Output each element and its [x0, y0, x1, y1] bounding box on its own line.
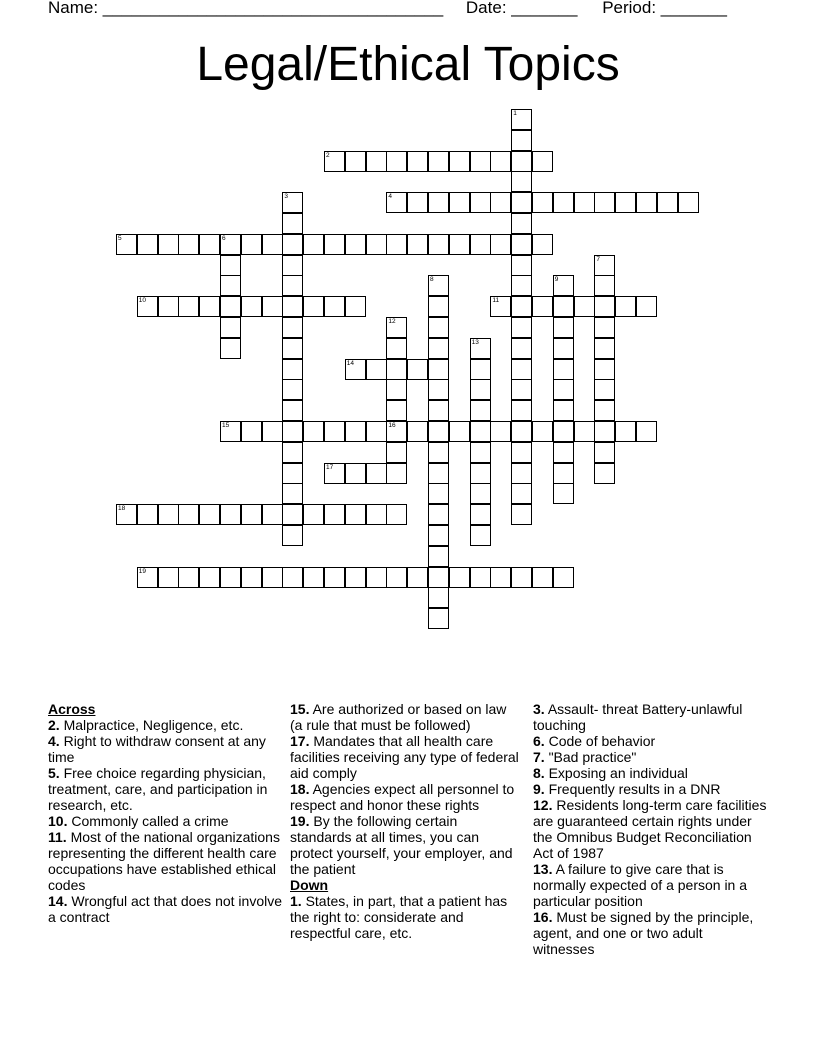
crossword-cell[interactable] — [241, 567, 262, 588]
crossword-cell[interactable] — [199, 567, 220, 588]
crossword-cell[interactable] — [324, 234, 345, 255]
crossword-cell[interactable] — [428, 400, 449, 421]
crossword-cell[interactable] — [470, 442, 491, 463]
crossword-cell[interactable] — [428, 525, 449, 546]
crossword-cell[interactable] — [511, 463, 532, 484]
crossword-cell[interactable] — [386, 442, 407, 463]
crossword-cell[interactable] — [490, 151, 511, 172]
crossword-cell[interactable] — [428, 504, 449, 525]
crossword-cell[interactable] — [428, 463, 449, 484]
crossword-cell[interactable] — [178, 234, 199, 255]
crossword-cell[interactable] — [553, 463, 574, 484]
crossword-cell[interactable] — [116, 234, 137, 255]
clue-text: By the following certain standards at all times, you can protect yourself, your employer, and the patient — [290, 813, 513, 877]
crossword-cell[interactable] — [532, 234, 553, 255]
crossword-cell[interactable] — [428, 608, 449, 629]
clue-across-2 — [48, 717, 288, 733]
crossword-cell[interactable] — [428, 587, 449, 608]
period-field[interactable]: Period: _______ — [602, 0, 727, 17]
crossword-cell[interactable] — [241, 296, 262, 317]
crossword-cell[interactable] — [366, 421, 387, 442]
crossword-cell[interactable] — [511, 151, 532, 172]
crossword-cell[interactable] — [324, 296, 345, 317]
crossword-cell[interactable] — [220, 275, 241, 296]
crossword-cell[interactable] — [532, 421, 553, 442]
clue-number: 15. — [290, 701, 310, 717]
cell-number: 7 — [596, 255, 601, 263]
crossword-cell[interactable] — [532, 567, 553, 588]
crossword-cell[interactable] — [553, 275, 574, 296]
date-field[interactable]: Date: _______ — [465, 0, 578, 17]
clue-text: A failure to give care that is normally expected of a person in a particular position — [533, 861, 748, 909]
crossword-cell[interactable] — [220, 421, 241, 442]
crossword-cell[interactable] — [345, 234, 366, 255]
crossword-cell[interactable] — [511, 421, 532, 442]
cell-number: 4 — [388, 193, 393, 201]
clue-across-14 — [48, 893, 288, 925]
crossword-cell[interactable] — [449, 192, 470, 213]
crossword-cell[interactable] — [511, 567, 532, 588]
clue-across-19 — [290, 813, 522, 877]
crossword-cell[interactable] — [615, 421, 636, 442]
crossword-cell[interactable] — [262, 234, 283, 255]
clue-number: 7. — [533, 749, 545, 765]
crossword-cell[interactable] — [366, 567, 387, 588]
crossword-cell[interactable] — [470, 483, 491, 504]
clue-text: Code of behavior — [548, 733, 656, 749]
clue-text: Exposing an individual — [548, 765, 688, 781]
crossword-cell[interactable] — [282, 400, 303, 421]
clue-text: "Bad practice" — [548, 749, 637, 765]
crossword-cell[interactable] — [324, 463, 345, 484]
crossword-cell[interactable] — [511, 338, 532, 359]
clue-across-11 — [48, 829, 288, 893]
crossword-cell[interactable] — [428, 192, 449, 213]
name-field[interactable]: Name: ____________________________________ — [48, 0, 444, 17]
crossword-cell[interactable] — [199, 504, 220, 525]
crossword-cell[interactable] — [428, 359, 449, 380]
crossword-cell[interactable] — [511, 296, 532, 317]
clues-column-1 — [48, 701, 288, 925]
clue-number: 16. — [533, 909, 553, 925]
clue-text: Malpractice, Negligence, etc. — [63, 717, 244, 733]
crossword-cell[interactable] — [303, 296, 324, 317]
crossword-cell[interactable] — [366, 463, 387, 484]
cell-number: 19 — [138, 567, 147, 575]
crossword-cell[interactable] — [158, 296, 179, 317]
crossword-cell[interactable] — [345, 421, 366, 442]
crossword-cell[interactable] — [428, 151, 449, 172]
crossword-cell[interactable] — [511, 400, 532, 421]
crossword-cell[interactable] — [594, 400, 615, 421]
crossword-cell[interactable] — [594, 379, 615, 400]
crossword-cell[interactable] — [282, 421, 303, 442]
page-title: Legal/Ethical Topics — [196, 38, 620, 91]
crossword-cell[interactable] — [366, 504, 387, 525]
clue-text: Free choice regarding physician, treatment, care, and participation in research, etc. — [48, 765, 268, 813]
clue-number: 18. — [290, 781, 310, 797]
crossword-cell[interactable] — [470, 151, 491, 172]
crossword-cell[interactable] — [511, 130, 532, 151]
clue-text: Right to withdraw consent at any time — [48, 733, 266, 765]
worksheet-header — [48, 0, 727, 18]
crossword-cell[interactable] — [178, 504, 199, 525]
crossword-cell[interactable] — [407, 151, 428, 172]
crossword-cell[interactable] — [511, 504, 532, 525]
crossword-cell[interactable] — [220, 234, 241, 255]
crossword-cell[interactable] — [386, 338, 407, 359]
clue-text: Wrongful act that does not involve a contract — [48, 893, 283, 925]
crossword-cell[interactable] — [532, 151, 553, 172]
clue-number: 19. — [290, 813, 310, 829]
crossword-cell[interactable] — [594, 296, 615, 317]
crossword-cell[interactable] — [282, 255, 303, 276]
cell-number: 2 — [326, 151, 330, 159]
crossword-cell[interactable] — [470, 359, 491, 380]
crossword-cell[interactable] — [282, 567, 303, 588]
clues-column-2 — [290, 701, 522, 941]
crossword-cell[interactable] — [345, 463, 366, 484]
crossword-cell[interactable] — [407, 234, 428, 255]
clue-number: 9. — [533, 781, 545, 797]
crossword-cell[interactable] — [303, 421, 324, 442]
crossword-cell[interactable] — [282, 379, 303, 400]
clue-down-16 — [533, 909, 767, 957]
clue-text: Frequently results in a DNR — [548, 781, 721, 797]
clue-text: Most of the national organizations representing the different health care occupations have established ethical codes — [48, 829, 280, 893]
clue-across-17 — [290, 733, 522, 781]
crossword-cell[interactable] — [282, 338, 303, 359]
crossword-cell[interactable] — [428, 546, 449, 567]
crossword-cell[interactable] — [553, 442, 574, 463]
crossword-cell[interactable] — [449, 234, 470, 255]
crossword-cell[interactable] — [553, 338, 574, 359]
crossword-cell[interactable] — [282, 234, 303, 255]
cell-number: 11 — [492, 297, 500, 305]
cell-number: 12 — [388, 318, 396, 325]
crossword-cell[interactable] — [428, 567, 449, 588]
cell-number: 15 — [222, 422, 230, 429]
crossword-cell[interactable] — [511, 171, 532, 192]
crossword-cell[interactable] — [511, 255, 532, 276]
crossword-cell[interactable] — [345, 504, 366, 525]
crossword-cell[interactable] — [511, 317, 532, 338]
crossword-cell[interactable] — [511, 109, 532, 130]
crossword-cell[interactable] — [241, 234, 262, 255]
crossword-cell[interactable] — [594, 442, 615, 463]
crossword-cell[interactable] — [553, 296, 574, 317]
crossword-cell[interactable] — [220, 567, 241, 588]
clue-text: Must be signed by the principle, agent, and one or two adult witnesses — [533, 909, 754, 957]
crossword-cell[interactable] — [386, 504, 407, 525]
clues-column-3 — [533, 701, 767, 957]
crossword-cell[interactable] — [386, 421, 407, 442]
crossword-cell[interactable] — [366, 234, 387, 255]
crossword-cell[interactable] — [386, 234, 407, 255]
crossword-cell[interactable] — [470, 234, 491, 255]
crossword-cell[interactable] — [282, 525, 303, 546]
crossword-cell[interactable] — [594, 317, 615, 338]
crossword-cell[interactable] — [490, 192, 511, 213]
crossword-cell[interactable] — [303, 234, 324, 255]
crossword-cell[interactable] — [386, 192, 407, 213]
crossword-cell[interactable] — [158, 504, 179, 525]
crossword-cell[interactable] — [366, 151, 387, 172]
crossword-cell[interactable] — [594, 275, 615, 296]
crossword-cell[interactable] — [511, 275, 532, 296]
crossword-cell[interactable] — [428, 379, 449, 400]
crossword-cell[interactable] — [428, 421, 449, 442]
crossword-cell[interactable] — [262, 296, 283, 317]
crossword-cell[interactable] — [470, 400, 491, 421]
crossword-cell[interactable] — [199, 296, 220, 317]
crossword-cell[interactable] — [386, 567, 407, 588]
crossword-cell[interactable] — [282, 275, 303, 296]
crossword-cell[interactable] — [220, 255, 241, 276]
crossword-cell[interactable] — [574, 421, 595, 442]
clue-number: 8. — [533, 765, 545, 781]
crossword-cell[interactable] — [470, 338, 491, 359]
crossword-cell[interactable] — [282, 296, 303, 317]
clue-down-13 — [533, 861, 767, 909]
crossword-cell[interactable] — [386, 359, 407, 380]
clue-number: 2. — [48, 717, 60, 733]
crossword-cell[interactable] — [511, 442, 532, 463]
crossword-cell[interactable] — [553, 379, 574, 400]
crossword-cell[interactable] — [678, 192, 699, 213]
crossword-cell[interactable] — [490, 421, 511, 442]
crossword-cell[interactable] — [449, 151, 470, 172]
crossword-cell[interactable] — [282, 463, 303, 484]
crossword-cell[interactable] — [594, 338, 615, 359]
cell-number: 17 — [326, 463, 334, 471]
crossword-cell[interactable] — [428, 296, 449, 317]
crossword-cell[interactable] — [594, 359, 615, 380]
crossword-cell[interactable] — [428, 483, 449, 504]
crossword-cell[interactable] — [282, 213, 303, 234]
crossword-cell[interactable] — [553, 359, 574, 380]
clue-number: 14. — [48, 893, 68, 909]
crossword-cell[interactable] — [282, 442, 303, 463]
cell-number: 16 — [388, 422, 396, 429]
crossword-cell[interactable] — [553, 400, 574, 421]
crossword-cell[interactable] — [511, 234, 532, 255]
crossword-cell[interactable] — [178, 296, 199, 317]
crossword-cell[interactable] — [220, 317, 241, 338]
crossword-cell[interactable] — [553, 567, 574, 588]
clue-across-15 — [290, 701, 522, 733]
crossword-cell[interactable] — [324, 151, 345, 172]
crossword-cell[interactable] — [303, 567, 324, 588]
crossword-cell[interactable] — [241, 421, 262, 442]
cell-number: 6 — [222, 234, 226, 242]
crossword-cell[interactable] — [324, 567, 345, 588]
crossword-cell[interactable] — [532, 192, 553, 213]
cell-number: 14 — [346, 359, 355, 367]
crossword-cell[interactable] — [470, 504, 491, 525]
clue-across-18 — [290, 781, 522, 813]
clue-down-8 — [533, 765, 767, 781]
crossword-cell[interactable] — [511, 483, 532, 504]
clue-text: Mandates that all health care facilities receiving any type of federal aid comply — [290, 733, 519, 781]
crossword-cell[interactable] — [470, 421, 491, 442]
crossword-cell[interactable] — [470, 567, 491, 588]
crossword-cell[interactable] — [470, 525, 491, 546]
cell-number: 3 — [284, 193, 289, 201]
clue-number: 17. — [290, 733, 310, 749]
clue-number: 12. — [533, 797, 553, 813]
crossword-cell[interactable] — [137, 504, 158, 525]
crossword-cell[interactable] — [615, 296, 636, 317]
crossword-cell[interactable] — [532, 296, 553, 317]
crossword-cell[interactable] — [428, 275, 449, 296]
clue-number: 4. — [48, 733, 60, 749]
clue-number: 6. — [533, 733, 545, 749]
clue-down-12 — [533, 797, 767, 861]
cell-number: 10 — [138, 297, 147, 305]
cell-number: 1 — [513, 110, 517, 117]
crossword-cell[interactable] — [386, 400, 407, 421]
clue-number: 13. — [533, 861, 553, 877]
crossword-cell[interactable] — [490, 234, 511, 255]
crossword-cell[interactable] — [220, 504, 241, 525]
clue-text: Commonly called a crime — [71, 813, 229, 829]
cell-number: 5 — [118, 234, 122, 242]
crossword-cell[interactable] — [137, 296, 158, 317]
clue-number: 5. — [48, 765, 60, 781]
crossword-cell[interactable] — [386, 379, 407, 400]
crossword-cell[interactable] — [449, 421, 470, 442]
crossword-cell[interactable] — [282, 317, 303, 338]
crossword-cell[interactable] — [282, 504, 303, 525]
crossword-cell[interactable] — [470, 463, 491, 484]
clue-down-3 — [533, 701, 767, 733]
crossword-cell[interactable] — [428, 338, 449, 359]
crossword-cell[interactable] — [594, 192, 615, 213]
crossword-cell[interactable] — [407, 567, 428, 588]
crossword-cell[interactable] — [386, 317, 407, 338]
crossword-cell[interactable] — [636, 421, 657, 442]
clue-number: 10. — [48, 813, 68, 829]
crossword-cell[interactable] — [574, 192, 595, 213]
clue-down-1 — [290, 893, 522, 941]
crossword-cell[interactable] — [366, 359, 387, 380]
cell-number: 13 — [471, 338, 479, 346]
crossword-cell[interactable] — [574, 296, 595, 317]
crossword-cell[interactable] — [407, 359, 428, 380]
clue-down-7 — [533, 749, 767, 765]
crossword-cell[interactable] — [511, 192, 532, 213]
crossword-cell[interactable] — [262, 567, 283, 588]
crossword-cell[interactable] — [449, 567, 470, 588]
crossword-cell[interactable] — [137, 567, 158, 588]
crossword-cell[interactable] — [490, 296, 511, 317]
crossword-cell[interactable] — [428, 317, 449, 338]
crossword-cell[interactable] — [407, 192, 428, 213]
cell-number: 18 — [118, 505, 126, 513]
clue-across-10 — [48, 813, 288, 829]
clue-down-6 — [533, 733, 767, 749]
crossword-cell[interactable] — [324, 421, 345, 442]
crossword-cell[interactable] — [345, 296, 366, 317]
crossword-cell[interactable] — [199, 234, 220, 255]
crossword-cell[interactable] — [511, 359, 532, 380]
clue-across-5 — [48, 765, 288, 813]
crossword-cell[interactable] — [158, 234, 179, 255]
across-heading: Across — [48, 701, 96, 717]
crossword-cell[interactable] — [386, 463, 407, 484]
crossword-cell[interactable] — [636, 296, 657, 317]
crossword-cell[interactable] — [511, 213, 532, 234]
crossword-cell[interactable] — [490, 567, 511, 588]
cell-number: 8 — [430, 276, 434, 284]
clue-text: States, in part, that a patient has the right to: considerate and respectful care, etc. — [290, 893, 508, 941]
crossword-cell[interactable] — [241, 504, 262, 525]
crossword-cell[interactable] — [594, 421, 615, 442]
clue-across-4 — [48, 733, 288, 765]
crossword-cell[interactable] — [116, 504, 137, 525]
crossword-cell[interactable] — [407, 421, 428, 442]
clue-text: Are authorized or based on law (a rule that must be followed) — [290, 701, 507, 733]
crossword-cell[interactable] — [345, 151, 366, 172]
crossword-cell[interactable] — [262, 504, 283, 525]
crossword-cell[interactable] — [428, 234, 449, 255]
crossword-cell[interactable] — [324, 504, 345, 525]
crossword-cell[interactable] — [553, 317, 574, 338]
crossword-cell[interactable] — [470, 192, 491, 213]
crossword-cell[interactable] — [345, 359, 366, 380]
crossword-cell[interactable] — [220, 296, 241, 317]
clue-text: Agencies expect all personnel to respect and honor these rights — [290, 781, 515, 813]
crossword-cell[interactable] — [178, 567, 199, 588]
crossword-cell[interactable] — [594, 463, 615, 484]
crossword-cell[interactable] — [282, 483, 303, 504]
crossword-cell[interactable] — [428, 442, 449, 463]
crossword-cell[interactable] — [303, 504, 324, 525]
crossword-cell[interactable] — [262, 421, 283, 442]
clue-number: 1. — [290, 893, 302, 909]
crossword-cell[interactable] — [386, 151, 407, 172]
crossword-cell[interactable] — [636, 192, 657, 213]
clue-number: 11. — [48, 829, 67, 845]
crossword-cell[interactable] — [220, 338, 241, 359]
clue-down-9 — [533, 781, 767, 797]
crossword-cell[interactable] — [282, 359, 303, 380]
cell-number: 9 — [554, 276, 559, 284]
crossword-cell[interactable] — [345, 567, 366, 588]
crossword-cell[interactable] — [594, 255, 615, 276]
crossword-cell[interactable] — [137, 234, 158, 255]
crossword-cell[interactable] — [615, 192, 636, 213]
crossword-cell[interactable] — [657, 192, 678, 213]
crossword-cell[interactable] — [511, 379, 532, 400]
crossword-cell[interactable] — [282, 192, 303, 213]
crossword-cell[interactable] — [158, 567, 179, 588]
crossword-cell[interactable] — [553, 192, 574, 213]
crossword-cell[interactable] — [553, 421, 574, 442]
clue-text: Residents long-term care facilities are guaranteed certain rights under the Omnibus Budget Reconciliation Act of 1987 — [533, 797, 767, 861]
crossword-cell[interactable] — [470, 379, 491, 400]
clue-text: Assault- threat Battery-unlawful touching — [533, 701, 743, 733]
crossword-cell[interactable] — [553, 483, 574, 504]
down-heading: Down — [290, 877, 329, 893]
clue-number: 3. — [533, 701, 545, 717]
